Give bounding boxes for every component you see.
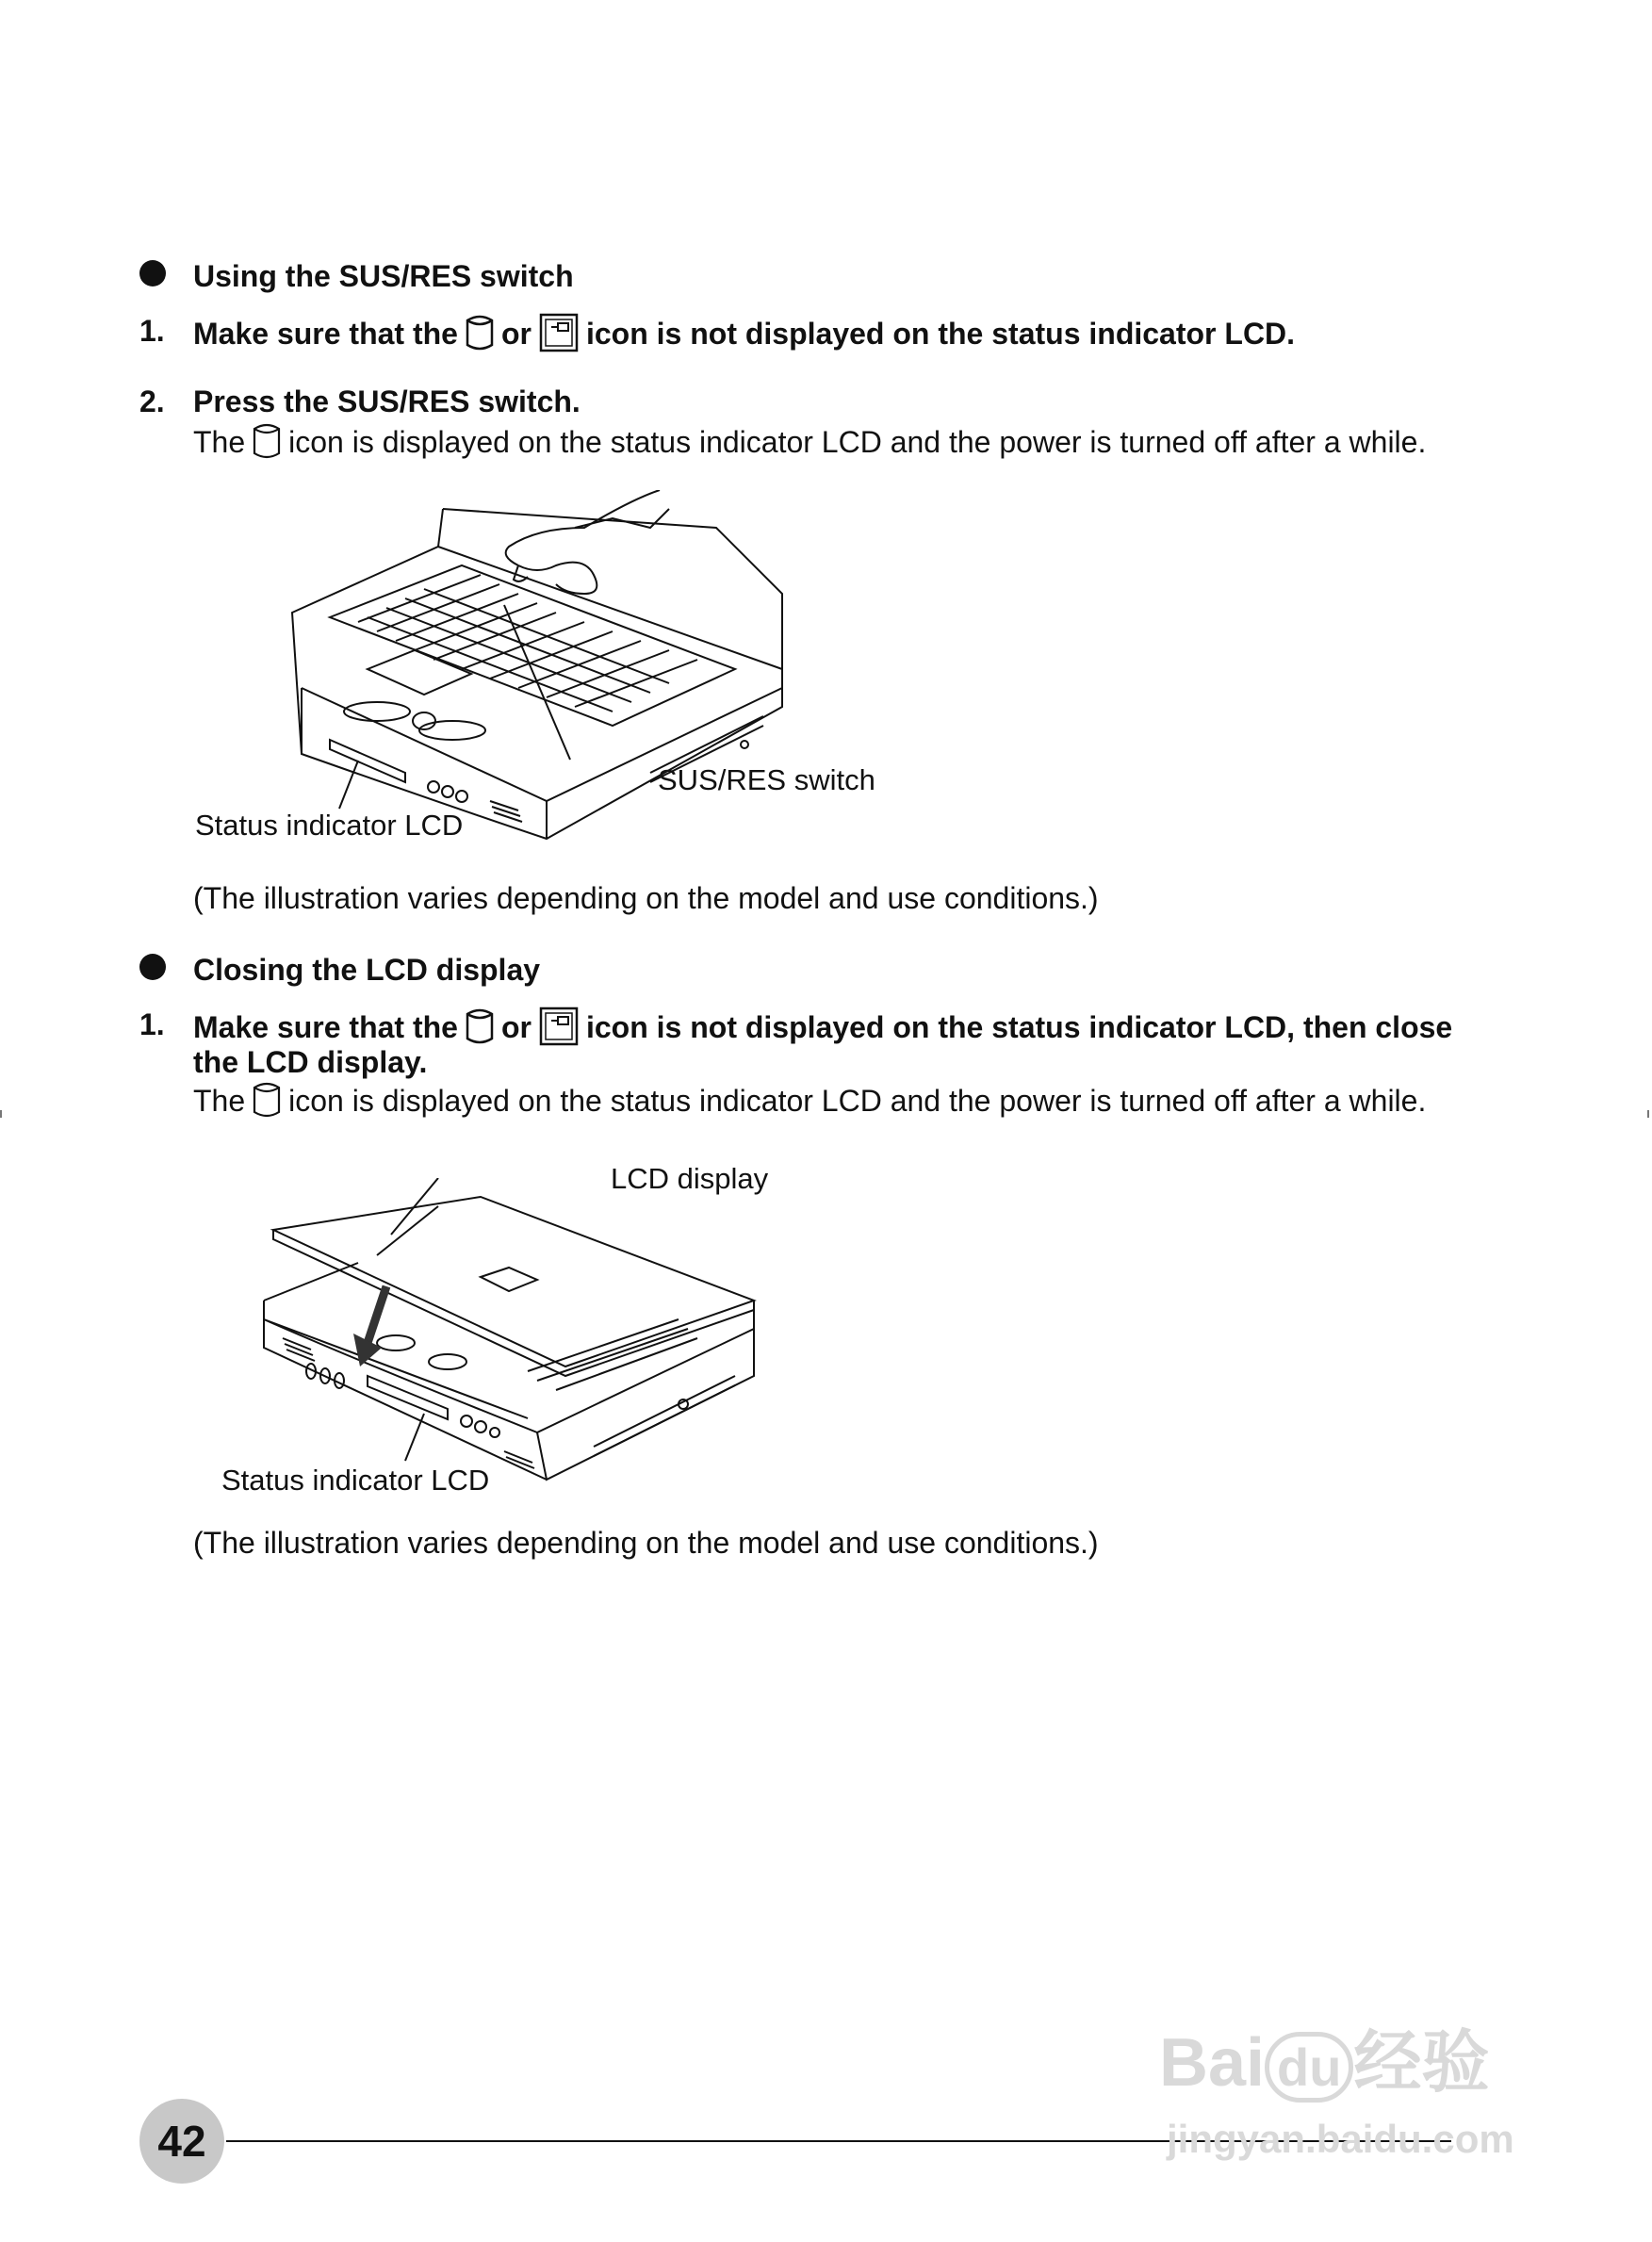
crop-mark-left xyxy=(0,1110,2,1118)
suspend-cylinder-icon xyxy=(253,1080,281,1127)
figure-label-status-lcd: Status indicator LCD xyxy=(195,809,464,842)
suspend-cylinder-icon xyxy=(466,313,494,360)
section-bullet xyxy=(139,954,166,980)
hibernate-disk-icon xyxy=(539,1006,579,1054)
watermark-logo: Bai du 经验 xyxy=(1159,2025,1490,2101)
step-text-continued: the LCD display. xyxy=(193,1045,428,1079)
hibernate-disk-icon xyxy=(539,313,579,360)
paw-icon: du xyxy=(1265,2032,1353,2103)
suspend-cylinder-icon xyxy=(253,421,281,468)
step-description: The icon is displayed on the status indicator LCD and the power is turned off after a while. xyxy=(193,1080,1426,1127)
section-title-closing-lcd: Closing the LCD display xyxy=(193,953,541,987)
figure-label-status-lcd: Status indicator LCD xyxy=(221,1464,490,1497)
figure-caption: (The illustration varies depending on the model and use conditions.) xyxy=(193,1526,1099,1560)
step-title: Press the SUS/RES switch. xyxy=(193,385,581,418)
step-number: 2. xyxy=(139,385,165,418)
figure-caption: (The illustration varies depending on the model and use conditions.) xyxy=(193,881,1099,915)
section-title-sus-res: Using the SUS/RES switch xyxy=(193,259,574,293)
step-text: Make sure that the or icon is not displayed on the status indicator LCD. xyxy=(193,313,1295,360)
laptop-closing-lid-illustration xyxy=(254,1178,782,1489)
step-description: The icon is displayed on the status indicator LCD and the power is turned off after a while. xyxy=(193,421,1426,468)
watermark-url: jingyan.baidu.com xyxy=(1167,2117,1514,2161)
step-text: Make sure that the or icon is not displayed on the status indicator LCD, then close xyxy=(193,1006,1452,1054)
page-number-badge: 42 xyxy=(139,2099,224,2184)
step-number: 1. xyxy=(139,314,165,348)
figure-label-lcd-display: LCD display xyxy=(611,1162,769,1195)
figure-label-sus-res-switch: SUS/RES switch xyxy=(658,763,875,796)
crop-mark-right xyxy=(1647,1110,1649,1118)
suspend-cylinder-icon xyxy=(466,1006,494,1054)
section-bullet xyxy=(139,260,166,286)
step-number: 1. xyxy=(139,1007,165,1041)
